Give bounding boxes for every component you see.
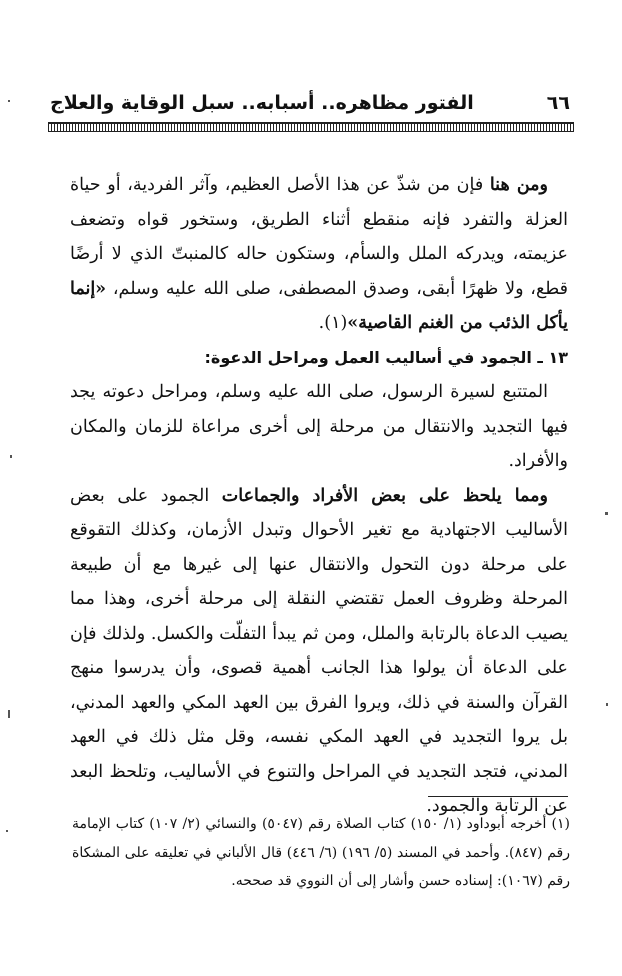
paragraph-2: المتتبع لسيرة الرسول، صلى الله عليه وسلم، ومراحل دعوته يجد فيها التجديد والانتقال من مرحلة إلى أخرى مراعاة للزمان والمكان والأفراد. [70, 382, 568, 471]
running-title: الفتور مظاهره.. أسبابه.. سبل الوقاية والعلاج [50, 92, 474, 114]
scan-speck [10, 455, 12, 458]
section-heading-text: ١٣ ـ الجمود في أساليب العمل ومراحل الدعوة: [204, 347, 568, 367]
footnote-reference: (١). [318, 313, 348, 333]
main-text [70, 168, 568, 824]
footnotes [72, 810, 570, 896]
paragraph-3 [70, 479, 568, 824]
scan-speck [8, 710, 10, 718]
paragraph-3-text: الجمود على بعض الأساليب الاجتهادية مع تغير الأحوال وتبدل الأزمان، وكذلك التقوقع على مرحلة دون التحول والانتقال عنها إلى غيرها مع أن طبيعة المرحلة وظروف العمل تقتضي النقلة إلى مرحلة أخرى، وهذا مما يصيب الدعاة بالرتابة والملل، ومن ثم يبدأ التفلّت والكسل. ولذلك فإن على الدعاة أن يولوا هذا الجانب أهمية قصوى، وأن يدرسوا منهج القرآن والسنة في ذلك، ويروا الفرق بين العهد المكي والعهد المدني، بل يروا التجديد في العهد المكي نفسه، وقل مثل ذلك في العهد المدني، فتجد التجديد في المراحل والتنوع في الأساليب، وتلحظ البعد عن الرتابة والجمود. [70, 485, 568, 816]
footnote-1: (١) أخرجه أبوداود (١/ ١٥٠) كتاب الصلاة رقم (٥٠٤٧) والنسائي (٢/ ١٠٧) كتاب الإمامة رقم (٨٤٧). وأحمد في المسند (٥/ ١٩٦) (٦/ ٤٤٦) قال الألباني في تعليقه على المشكاة رقم (١٠٦٧): إسناده حسن وأشار إلى أن النووي قد صححه. [72, 816, 570, 889]
scan-speck [6, 830, 8, 832]
paragraph-1-lead: ومن هنا [489, 175, 548, 195]
paragraph-3-lead: ومما يلحظ على بعض الأفراد والجماعات [221, 485, 548, 506]
footnote-divider [428, 796, 568, 797]
paragraph-1-text: فإن من شذّ عن هذا الأصل العظيم، وآثر الفردية، أو حياة العزلة والتفرد فإنه منقطع أثناء الطريق، وستخور قواه وتضعف عزيمته، ويدركه الملل والسأم، وستكون حاله كالمنبتّ الذي لا أرضًا قطع، ولا ظهرًا أبقى، وصدق المصطفى، صلى الله عليه وسلم، [70, 175, 568, 299]
scan-speck [605, 512, 608, 515]
section-heading [70, 341, 568, 376]
page-number: ٦٦ [546, 92, 570, 114]
header-divider [48, 122, 574, 132]
scan-speck [606, 703, 608, 706]
running-header [50, 86, 570, 120]
paragraph-1 [70, 168, 568, 341]
hadith-quote: «إنما يأكل الذئب من الغنم القاصية» [70, 278, 568, 333]
scan-speck [8, 100, 10, 102]
